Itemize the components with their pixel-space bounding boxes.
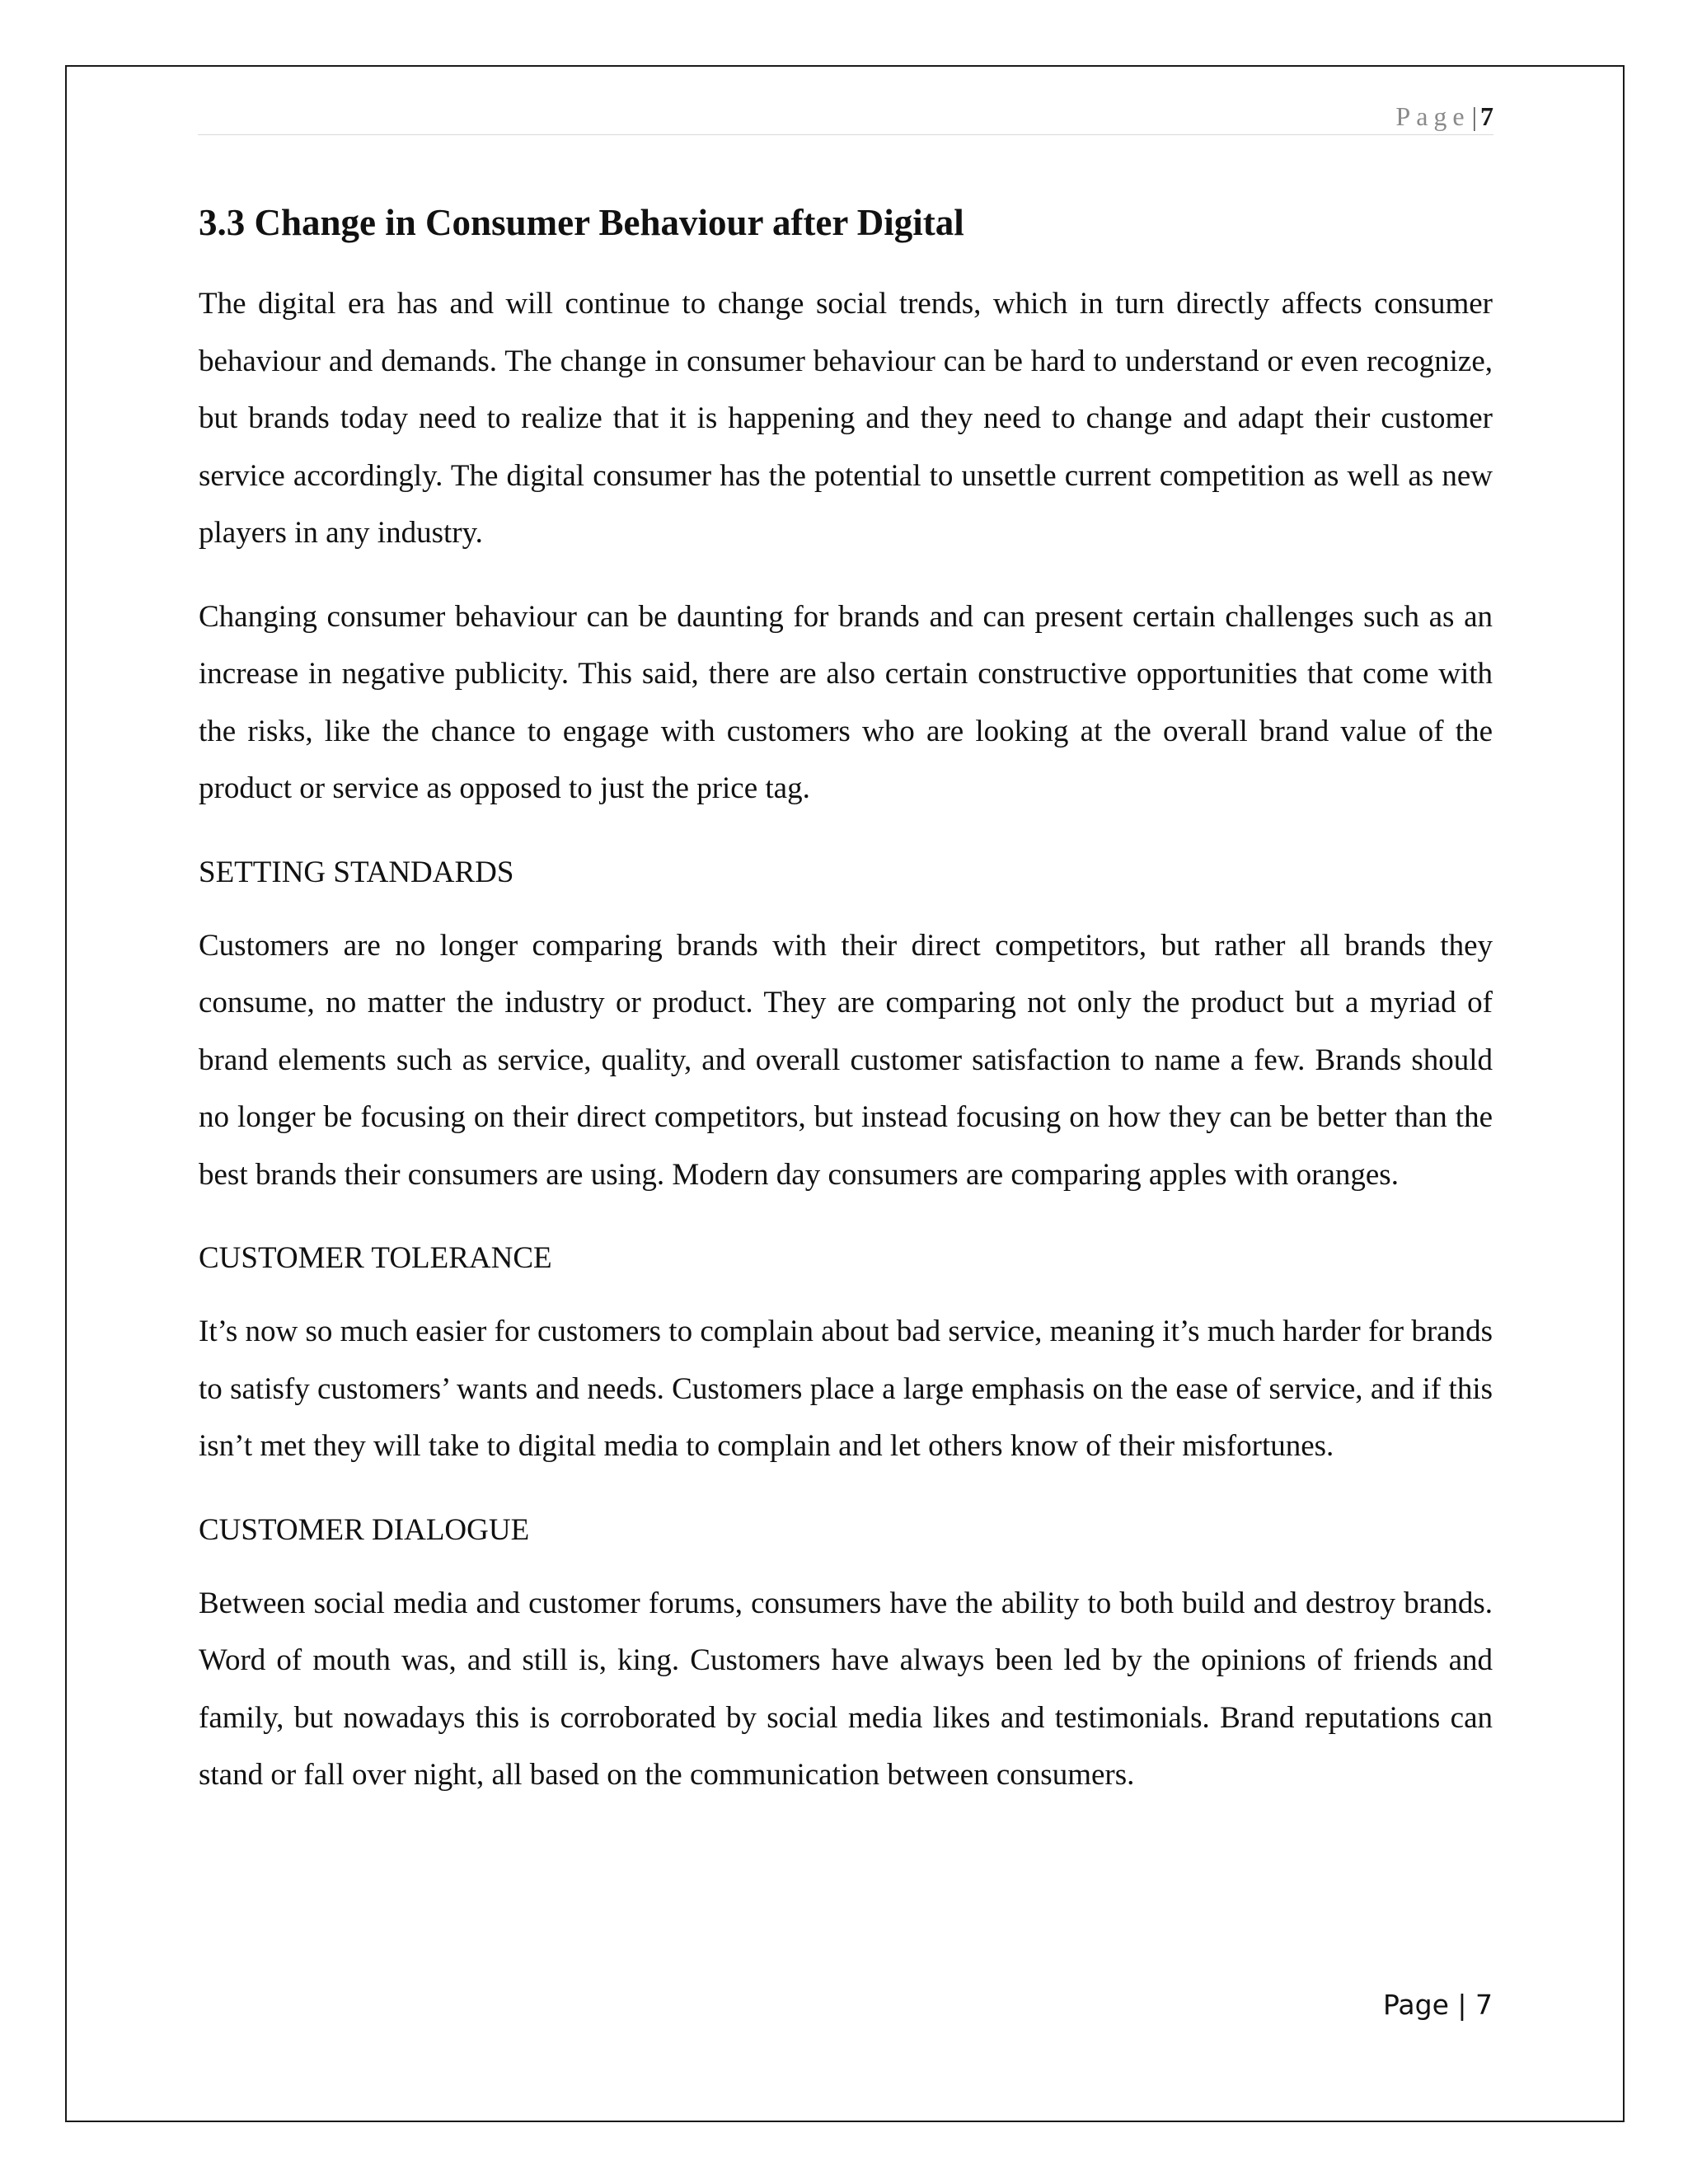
page-footer: Page | 7 [1383, 1989, 1493, 2021]
subheading-setting-standards: SETTING STANDARDS [199, 855, 514, 889]
document-body [199, 194, 1493, 1830]
subheading-customer-tolerance: CUSTOMER TOLERANCE [199, 1241, 552, 1275]
paragraph-setting-standards: Customers are no longer comparing brands with their direct competitors, but rather all brands they consume, no matter the industry or product. They are comparing not only the product but a myriad of brand elements such as service, quality, and overall customer satisfaction to name a few. Brands should no longer be focusing on their direct competitors, but instead focusing on how they can be better than the best brands their consumers are using. Modern day consumers are comparing apples with oranges. [199, 928, 1493, 1192]
header-separator: | [1471, 101, 1477, 131]
header-page-label: Page [1395, 101, 1470, 131]
paragraph-customer-dialogue: Between social media and customer forums, consumers have the ability to both build and destroy brands. Word of mouth was, and still is, king. Customers have always been led by the opinions of friends and family, but nowadays this is corroborated by social media likes and testimonials. Brand reputations can stand or fall over night, all based on the communication between consumers. [199, 1586, 1493, 1792]
page-header [198, 97, 1493, 135]
paragraph-intro: The digital era has and will continue to change social trends, which in turn directly affects consumer behaviour and demands. The change in consumer behaviour can be hard to understand or even recognize, but brands today need to realize that it is happening and they need to change and adapt their customer service accordingly. The digital consumer has the potential to unsettle current competition as well as new players in any industry. [199, 287, 1493, 550]
header-page-number: 7 [1480, 101, 1493, 131]
paragraph-customer-tolerance: It’s now so much easier for customers to complain about bad service, meaning it’s much harder for brands to satisfy customers’ wants and needs. Customers place a large emphasis on the ease of service, and if this isn’t met they will take to digital media to complain and let others know of their misfortunes. [199, 1315, 1493, 1463]
paragraph-challenges: Changing consumer behaviour can be daunting for brands and can present certain challenges such as an increase in negative publicity. This said, there are also certain constructive opportunities that come with the risks, like the chance to engage with customers who are looking at the overall brand value of the product or service as opposed to just the price tag. [199, 599, 1493, 805]
section-title: 3.3 Change in Consumer Behaviour after Digital [199, 202, 964, 243]
subheading-customer-dialogue: CUSTOMER DIALOGUE [199, 1512, 530, 1547]
